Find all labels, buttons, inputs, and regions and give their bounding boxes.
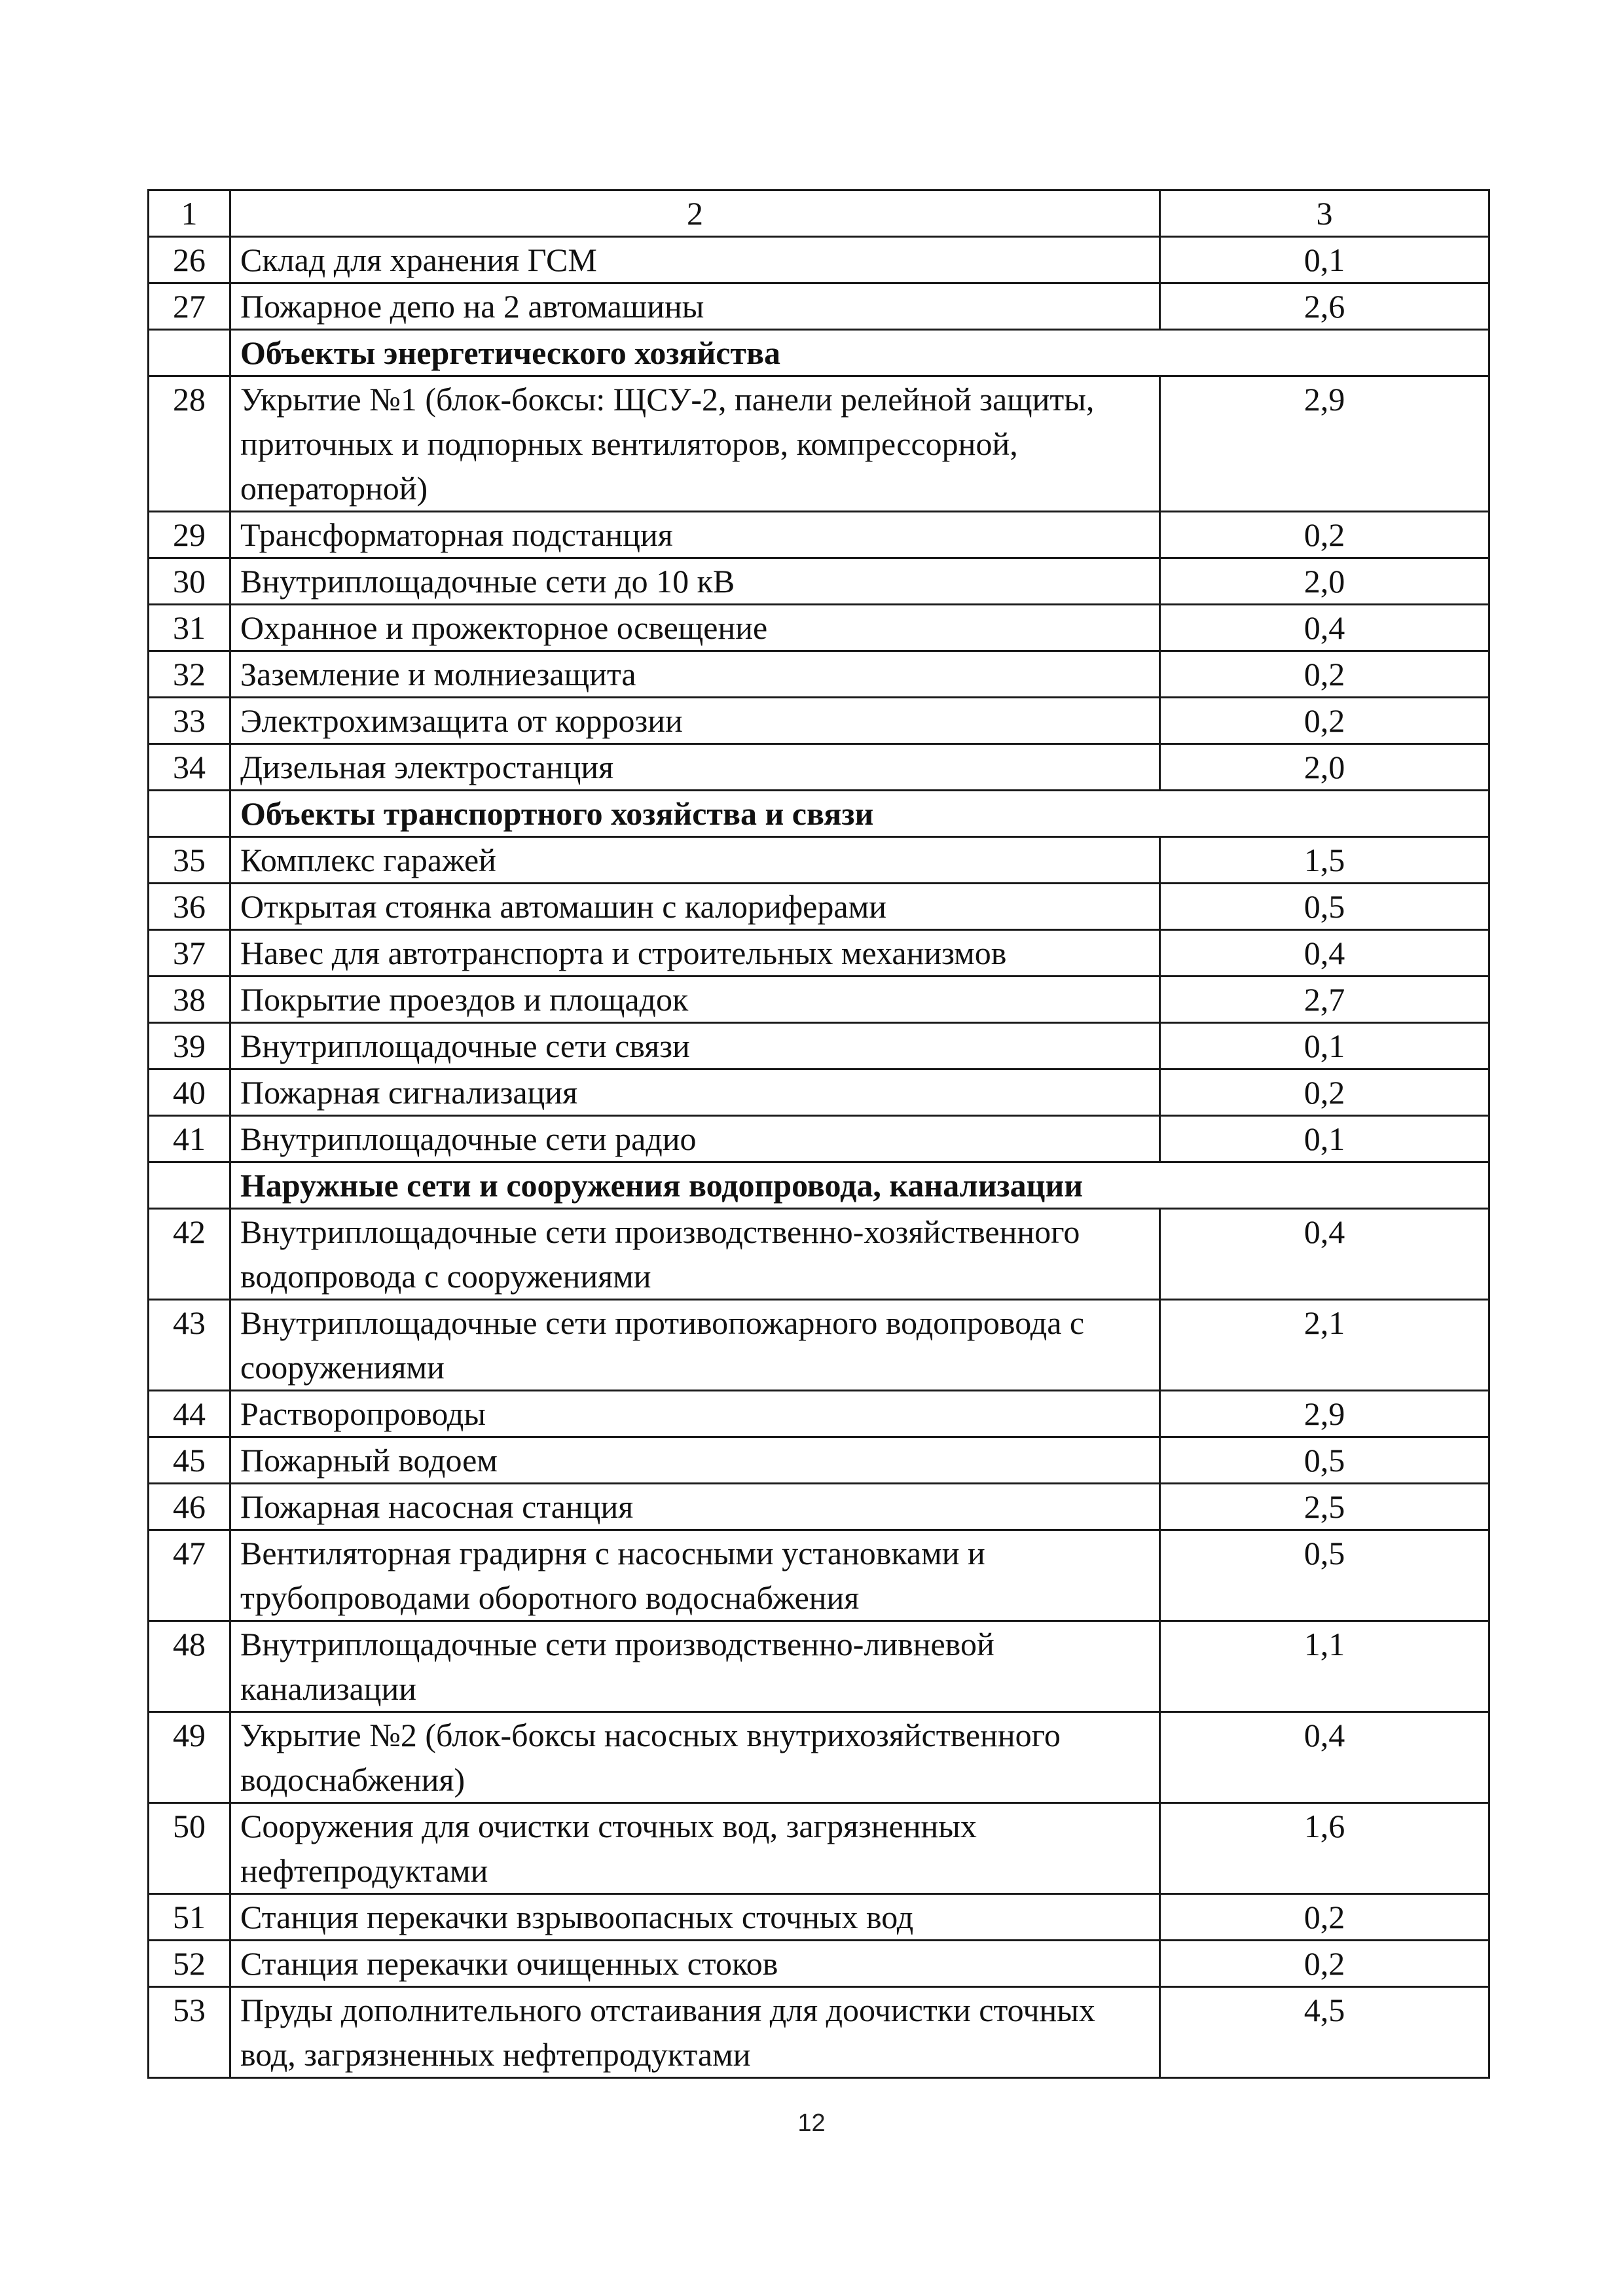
objects-table [147,189,1490,2079]
row-value: 0,1 [1160,1116,1489,1162]
row-number: 42 [149,1209,230,1300]
row-value: 0,4 [1160,605,1489,651]
row-number: 43 [149,1300,230,1391]
row-value: 2,0 [1160,744,1489,791]
row-object-name: Станция перекачки очищенных стоков [230,1941,1160,1987]
row-value: 0,4 [1160,1712,1489,1803]
row-object-name: Пожарная насосная станция [230,1484,1160,1530]
row-object-name: Укрытие №2 (блок-боксы насосных внутрихозяйственного водоснабжения) [230,1712,1160,1803]
table-row [149,1209,1489,1300]
row-number: 36 [149,884,230,930]
row-number: 32 [149,651,230,698]
row-object-name: Внутриплощадочные сети радио [230,1116,1160,1162]
table-row [149,558,1489,605]
row-number: 26 [149,237,230,283]
section-row [149,1162,1489,1209]
table-row [149,283,1489,330]
row-object-name: Сооружения для очистки сточных вод, загрязненных нефтепродуктами [230,1803,1160,1894]
row-object-name: Дизельная электростанция [230,744,1160,791]
table-row [149,651,1489,698]
header-col-2: 2 [230,190,1160,237]
section-title: Объекты транспортного хозяйства и связи [230,791,1489,837]
table-row [149,1530,1489,1621]
row-number: 49 [149,1712,230,1803]
row-value: 2,1 [1160,1300,1489,1391]
table-row [149,977,1489,1023]
row-object-name: Покрытие проездов и площадок [230,977,1160,1023]
section-num-cell [149,791,230,837]
row-value: 2,0 [1160,558,1489,605]
table-row [149,376,1489,512]
table-row [149,1437,1489,1484]
row-object-name: Трансформаторная подстанция [230,512,1160,558]
row-number: 44 [149,1391,230,1437]
row-value: 0,4 [1160,1209,1489,1300]
table-row [149,1987,1489,2078]
table-body [149,190,1489,2078]
row-value: 1,5 [1160,837,1489,884]
table-row [149,930,1489,977]
table-row [149,837,1489,884]
row-number: 30 [149,558,230,605]
row-object-name: Станция перекачки взрывоопасных сточных вод [230,1894,1160,1941]
row-object-name: Навес для автотранспорта и строительных механизмов [230,930,1160,977]
row-number: 35 [149,837,230,884]
row-value: 4,5 [1160,1987,1489,2078]
row-value: 0,4 [1160,930,1489,977]
table-row [149,1484,1489,1530]
row-value: 2,9 [1160,376,1489,512]
row-object-name: Пожарный водоем [230,1437,1160,1484]
row-value: 0,2 [1160,651,1489,698]
row-object-name: Внутриплощадочные сети производственно-хозяйственного водопровода с сооружениями [230,1209,1160,1300]
row-number: 27 [149,283,230,330]
table-row [149,884,1489,930]
section-title: Наружные сети и сооружения водопровода, канализации [230,1162,1489,1209]
row-object-name: Внутриплощадочные сети до 10 кВ [230,558,1160,605]
row-number: 45 [149,1437,230,1484]
table-row [149,1116,1489,1162]
table-header-row [149,190,1489,237]
row-value: 0,2 [1160,1069,1489,1116]
row-number: 37 [149,930,230,977]
row-value: 0,1 [1160,237,1489,283]
row-value: 0,2 [1160,1894,1489,1941]
section-title: Объекты энергетического хозяйства [230,330,1489,376]
page-number: 12 [797,2109,826,2137]
row-object-name: Внутриплощадочные сети производственно-ливневой канализации [230,1621,1160,1712]
table-row [149,1941,1489,1987]
table-row [149,512,1489,558]
row-object-name: Электрохимзащита от коррозии [230,698,1160,744]
row-object-name: Внутриплощадочные сети противопожарного водопровода с сооружениями [230,1300,1160,1391]
row-number: 51 [149,1894,230,1941]
row-value: 0,2 [1160,698,1489,744]
table-row [149,1712,1489,1803]
row-object-name: Внутриплощадочные сети связи [230,1023,1160,1069]
row-number: 47 [149,1530,230,1621]
table-row [149,1894,1489,1941]
section-num-cell [149,330,230,376]
row-value: 0,1 [1160,1023,1489,1069]
row-number: 50 [149,1803,230,1894]
row-object-name: Пожарное депо на 2 автомашины [230,283,1160,330]
table-row [149,605,1489,651]
row-object-name: Пруды дополнительного отстаивания для доочистки сточных вод, загрязненных нефтепродуктами [230,1987,1160,2078]
row-object-name: Пожарная сигнализация [230,1069,1160,1116]
row-value: 0,5 [1160,884,1489,930]
row-object-name: Вентиляторная градирня с насосными установками и трубопроводами оборотного водоснабжения [230,1530,1160,1621]
row-number: 41 [149,1116,230,1162]
row-value: 0,5 [1160,1530,1489,1621]
table-row [149,1391,1489,1437]
row-value: 0,5 [1160,1437,1489,1484]
row-object-name: Укрытие №1 (блок-боксы: ЩСУ-2, панели релейной защиты, приточных и подпорных вентиляторов, компрессорной, операторной) [230,376,1160,512]
row-object-name: Склад для хранения ГСМ [230,237,1160,283]
row-value: 0,2 [1160,1941,1489,1987]
row-value: 1,6 [1160,1803,1489,1894]
row-number: 28 [149,376,230,512]
row-object-name: Растворопроводы [230,1391,1160,1437]
table-row [149,1023,1489,1069]
table-row [149,744,1489,791]
row-number: 53 [149,1987,230,2078]
row-number: 29 [149,512,230,558]
row-number: 38 [149,977,230,1023]
row-object-name: Открытая стоянка автомашин с калориферами [230,884,1160,930]
row-value: 2,9 [1160,1391,1489,1437]
row-number: 40 [149,1069,230,1116]
row-object-name: Заземление и молниезащита [230,651,1160,698]
row-value: 2,6 [1160,283,1489,330]
row-value: 0,2 [1160,512,1489,558]
table-row [149,698,1489,744]
table-row [149,1803,1489,1894]
header-col-1: 1 [149,190,230,237]
row-number: 52 [149,1941,230,1987]
row-object-name: Охранное и прожекторное освещение [230,605,1160,651]
table-row [149,237,1489,283]
section-row [149,330,1489,376]
header-col-3: 3 [1160,190,1489,237]
row-value: 2,7 [1160,977,1489,1023]
row-number: 34 [149,744,230,791]
table-row [149,1300,1489,1391]
row-value: 1,1 [1160,1621,1489,1712]
row-object-name: Комплекс гаражей [230,837,1160,884]
row-number: 46 [149,1484,230,1530]
row-value: 2,5 [1160,1484,1489,1530]
row-number: 33 [149,698,230,744]
table-row [149,1621,1489,1712]
row-number: 31 [149,605,230,651]
section-row [149,791,1489,837]
table-row [149,1069,1489,1116]
row-number: 48 [149,1621,230,1712]
section-num-cell [149,1162,230,1209]
row-number: 39 [149,1023,230,1069]
